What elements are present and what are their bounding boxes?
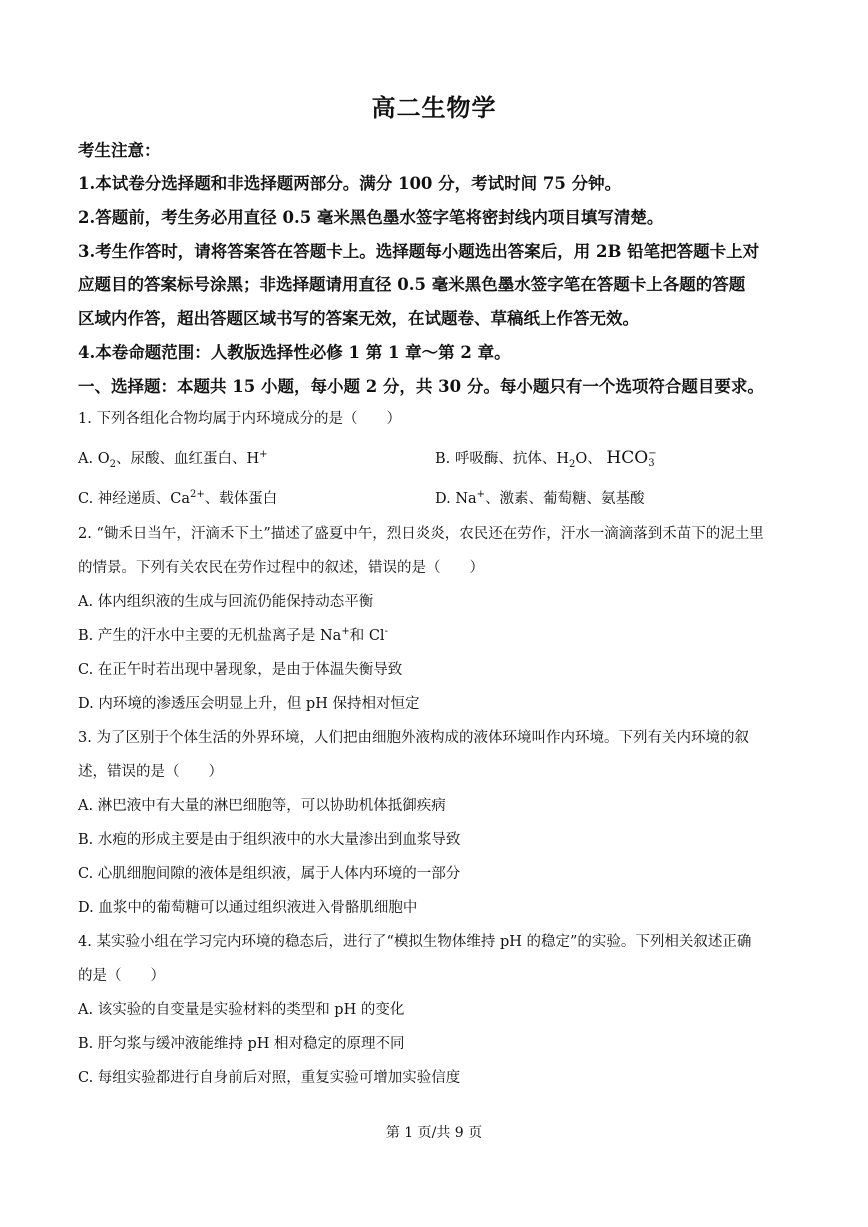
q4-option-c: C. 每组实验都进行自身前后对照，重复实验可增加实验信度 — [78, 1070, 461, 1086]
q1-b-ion-sup: − — [648, 447, 657, 459]
q1-option-b — [435, 447, 657, 470]
q3-option-a: A. 淋巴液中有大量的淋巴细胞等，可以协助机体抵御疾病 — [78, 798, 446, 814]
notice-heading: 考生注意： — [78, 141, 161, 160]
q1-b-ion-text: HCO — [606, 448, 649, 468]
notice-item-3: 3.考生作答时，请将答案答在答题卡上。选择题每小题选出答案后，用 2B 铅笔把答题卡上对 — [78, 242, 760, 261]
q3-stem-line1: 3. 为了区别于个体生活的外界环境，人们把由细胞外液构成的液体环境叫作内环境。下列有关内环境的叙 — [78, 730, 749, 746]
q4-option-a: A. 该实验的自变量是实验材料的类型和 pH 的变化 — [78, 1002, 405, 1018]
q1-d-text2: 、激素、葡萄糖、氨基酸 — [485, 491, 645, 507]
q2-option-a: A. 体内组织液的生成与回流仍能保持动态平衡 — [78, 594, 374, 610]
q2-option-d: D. 内环境的渗透压会明显上升，但 pH 保持相对恒定 — [78, 696, 420, 712]
q1-b-ion — [606, 448, 656, 468]
q1-b-text2: O、 — [575, 451, 602, 467]
page-title: 高二生物学 — [371, 93, 497, 122]
notice-item-2: 2.答题前，考生务必用直径 0.5 毫米黑色墨水签字笔将密封线内项目填写清楚。 — [78, 208, 664, 227]
notice-item-1: 1.本试卷分选择题和非选择题两部分。满分 100 分，考试时间 75 分钟。 — [78, 174, 622, 193]
notice-item-4: 4.本卷命题范围：人教版选择性必修 1 第 1 章～第 2 章。 — [78, 343, 511, 362]
q3-option-b: B. 水疱的形成主要是由于组织液中的水大量渗出到血浆导致 — [78, 832, 461, 848]
q1-c-text1: C. 神经递质、Ca — [78, 491, 191, 507]
q2-option-b — [78, 624, 798, 645]
q4-option-b: B. 肝匀浆与缓冲液能维持 pH 相对稳定的原理不同 — [78, 1036, 405, 1052]
q2-b-text1: B. 产生的汗水中主要的无机盐离子是 Na — [78, 628, 342, 644]
q1-option-d — [435, 487, 645, 508]
page-footer: 第 1 页/共 9 页 — [385, 1125, 483, 1141]
q4-stem-line1: 4. 某实验小组在学习完内环境的稳态后，进行了“模拟生物体维持 pH 的稳定”的实验。下列相关叙述正确 — [78, 934, 752, 950]
notice-item-3-cont: 应题目的答案标号涂黑；非选择题请用直径 0.5 毫米黑色墨水签字笔在答题卡上各题的答题 — [78, 275, 746, 294]
q1-c-text2: 、载体蛋白 — [204, 491, 278, 507]
q2-b-sup1: + — [341, 626, 350, 638]
q3-option-c: C. 心肌细胞间隙的液体是组织液，属于人体内环境的一部分 — [78, 866, 461, 882]
q2-b-text2: 和 Cl — [349, 628, 385, 644]
q2-stem-line2: 的情景。下列有关农民在劳作过程中的叙述，错误的是（ ） — [78, 560, 484, 576]
q4-stem-line2: 的是（ ） — [78, 968, 165, 984]
q2-option-c: C. 在正午时若出现中暑现象，是由于体温失衡导致 — [78, 662, 403, 678]
section-heading: 一、选择题：本题共 15 小题，每小题 2 分，共 30 分。每小题只有一个选项符合题目要求。 — [78, 377, 764, 396]
q1-b-sub: 2 — [569, 458, 576, 470]
q1-a-text1: A. O — [78, 451, 110, 467]
q1-a-text2: 、尿酸、血红蛋白、H — [115, 451, 260, 467]
q1-a-sup: + — [259, 449, 268, 461]
q1-option-c — [78, 487, 277, 508]
q1-c-sup: 2+ — [190, 489, 205, 501]
q1-option-a — [78, 447, 268, 470]
q1-b-text1: B. 呼吸酶、抗体、H — [435, 451, 570, 467]
q1-d-sup: + — [476, 489, 486, 501]
q1-a-sub: 2 — [109, 458, 116, 470]
q1-b-ion-sub: 3 — [648, 457, 655, 469]
q1-d-text1: D. Na — [435, 491, 477, 507]
q1-stem: 1. 下列各组化合物均属于内环境成分的是（ ） — [78, 411, 401, 427]
q2-stem-line1: 2. “锄禾日当午，汗滴禾下土”描述了盛夏中午，烈日炎炎，农民还在劳作，汗水一滴滴落到禾苗下的泥土里 — [78, 526, 764, 542]
q3-option-d: D. 血浆中的葡萄糖可以通过组织液进入骨骼肌细胞中 — [78, 900, 418, 916]
q3-stem-line2: 述，错误的是（ ） — [78, 764, 223, 780]
q2-b-sup2: - — [384, 626, 388, 638]
notice-item-3-cont2: 区域内作答，超出答题区域书写的答案无效，在试题卷、草稿纸上作答无效。 — [78, 309, 639, 328]
